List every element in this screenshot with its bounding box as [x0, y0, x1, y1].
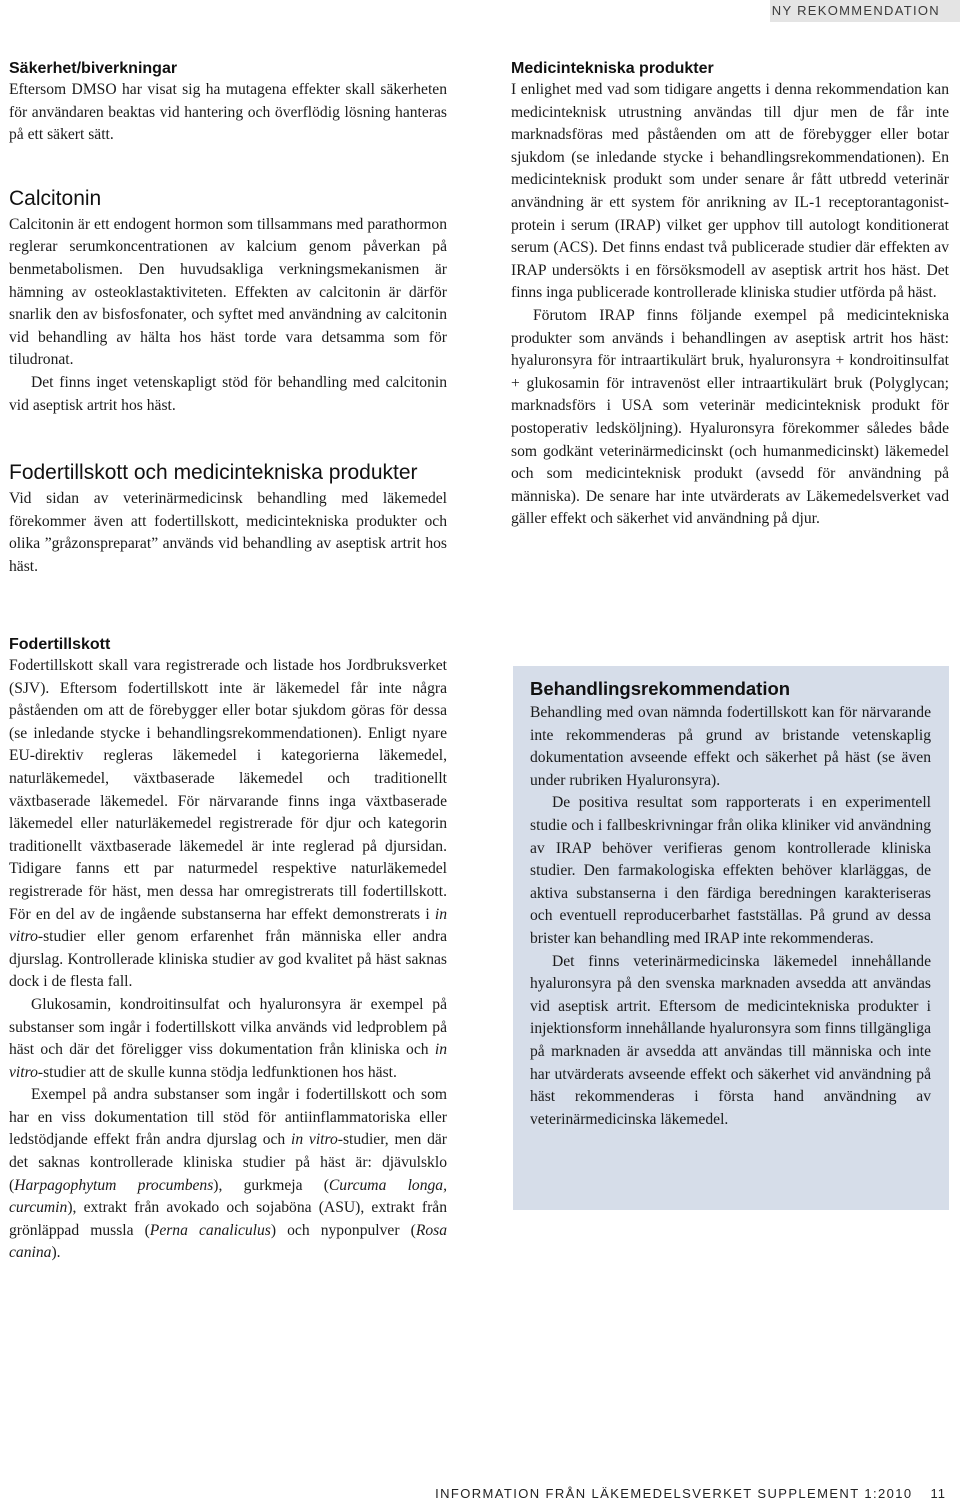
medtech-examples: Förutom IRAP finns följande exempel på medicintekniska produkter som används i behandlingen av aseptisk artrit hos häst: hyaluronsyra för intraartikulärt bruk, hyaluronsyra + kondroitinsulfat + glukosamin för intravenöst eller intraartikulärt bruk (Polyglycan; marknadsförs i USA som veterinär medicinteknisk produkt för postoperativ ledsköljning). Hyaluronsyra förekommer således både som godkänt veterinärmedicinskt (och humanmedicinskt) läkemedel och som medicinteknisk produkt (avsedd för användning på människa). De senare har inte utvärderats av Läkemedelsverket vad gäller effekt och säkerhet vid användning på djur. [511, 306, 949, 528]
section-tag: NY REKOMMENDATION [770, 0, 960, 22]
recommendation-p3: Det finns veterinärmedicinska läkemedel innehållande hyaluronsyra på den svenska marknaden avsedda att användas vid aseptisk artrit. Eftersom de medicintekniska produkter i injektionsform innehållande hyaluronsyra som finns tillgängliga på marknaden är avsedda att användas till människa och inte har utvärderats avseende effekt och säkerhet vid användning på häst rekommenderas i första hand användning av veterinärmedicinska läkemedel. [530, 952, 931, 1128]
feed-supplements-p3: Exempel på andra substanser som ingår i fodertillskott och som har en viss dokumentation till stöd för antiinflammatoriska eller ledstödjande effekt från andra djurslag och in vitro-studier, men där det saknas kontrollerade kliniska studier på häst är: djävulsklo (Harpagophytum procumbens), gurkmeja (Curcuma longa, curcumin), extrakt från avokado och sojaböna (ASU), extrakt från grönläppad mussla (Perna canaliculus) och nyponpulver (Rosa canina). [9, 1086, 448, 1262]
medtech-heading: Medicintekniska produkter [511, 60, 714, 77]
medtech-section [511, 60, 949, 531]
feed-supplements-heading: Fodertillskott [9, 636, 111, 653]
recommendation-p1: Behandling med ovan nämnda fodertillskott kan för närvarande inte rekommenderas på grund av bristande vetenskaplig dokumentation avseende effekt och säkerhet på häst (se även under rubriken Hyaluronsyra). [530, 704, 931, 789]
page-number: 11 [930, 1486, 946, 1501]
supplements-heading: Fodertillskott och medicintekniska produkter [9, 461, 418, 485]
supplements-section [9, 461, 447, 578]
recommendation-box [513, 666, 949, 1210]
calcitonin-text: Calcitonin är ett endogent hormon som tillsammans med parathormon reglerar serumkoncentrationen av kalcium genom påverkan på benmetabolismen. Den huvudsakliga verkningsmekanismen är hämning av osteoklastaktiviteten. Effekten av calcitonin är därför snarlik den av bisfosfonater, och syftet med användning av calcitonin vid behandling av hälta hos häst torde vara detsamma som för tiludronat. [9, 215, 447, 369]
calcitonin-heading: Calcitonin [9, 186, 102, 210]
left-column-top [9, 60, 447, 579]
safety-heading: Säkerhet/biverkningar [9, 60, 178, 77]
publication-title: INFORMATION FRÅN LÄKEMEDELSVERKET SUPPLEMENT 1:2010 [435, 1486, 913, 1501]
safety-section [9, 60, 447, 147]
page-footer [435, 1486, 946, 1501]
right-column-top [511, 60, 949, 531]
feed-supplements-p1: Fodertillskott skall vara registrerade och listade hos Jordbruksverket (SJV). Eftersom fodertillskott inte är läkemedel får inte några påståenden om att de förebygger eller botar sjukdom göras för dessa (se inledande stycke i behandlingsrekommendationen). Enligt nyare EU-direktiv regleras läkemedel i kategorierna läkemedel, naturläkemedel, växtbaserade läkemedel och traditionellt växtbaserade läkemedel. För närvarande finns inga växtbaserade läkemedel eller naturläkemedel registrerade för djur och kategorin traditionellt växtbaserade läkemedel är inte reglerad på djursidan. Tidigare fanns ett par naturmedel respektive naturläkemedel registrerade för häst, men dessa har omregistrerats till fodertillskott. För en del av de ingående substanserna har effekt demonstrerats i in vitro-studier eller genom erfarenhet från människa eller andra djurslag. Kontrollerade kliniska studier av god kvalitet på häst saknas dock i de flesta fall. [9, 657, 447, 991]
medtech-text: I enlighet med vad som tidigare angetts i denna rekommendation kan medicinteknisk utrustning användas till djur men de får inte marknadsföras med påståenden om att de förebygger eller botar sjukdom (se inledande stycke i behandlingsrekommendationen). En medicinteknisk produkt som under senare år fått utbredd veterinär användning är ett system för anrikning av IL-1 receptorantagonist-protein i serum (IRAP) vilket ger upphov till autologt konditionerat serum (ACS). Det finns endast två publicerade studier där effekten av IRAP undersökts i en försöksmodell av aseptisk artrit hos häst. Det finns inga publicerade kontrollerade kliniska studier utförda på häst. [511, 81, 949, 302]
feed-supplements-p2: Glukosamin, kondroitinsulfat och hyaluronsyra är exempel på substanser som ingår i fodertillskott vilka används vid ledproblem på häst och där det föreligger viss dokumentation från kliniska och in vitro-studier att de skulle kunna stödja ledfunktionen hos häst. [9, 995, 447, 1081]
calcitonin-conclusion: Det finns inget vetenskapligt stöd för behandling med calcitonin vid aseptisk artrit hos häst. [9, 373, 447, 414]
left-column-bottom [9, 636, 447, 1265]
supplements-text: Vid sidan av veterinärmedicinsk behandling med läkemedel förekommer även att fodertillskott, medicintekniska produkter och olika ”gråzonspreparat” används vid behandling av aseptisk artrit hos häst. [9, 490, 447, 575]
safety-text: Eftersom DMSO har visat sig ha mutagena effekter skall säkerheten för användaren beaktas vid hantering och överflödig lösning hanteras på ett säkert sätt. [9, 81, 447, 144]
calcitonin-section [9, 187, 447, 417]
recommendation-p2: De positiva resultat som rapporterats i en experimentell studie och i fallbeskrivningar från olika kliniker vid användning av IRAP behöver verifieras genom kontrollerade kliniska studier. Den farmakologiska effekten behöver klarläggas, de aktiva substanserna i den färdiga beredningen karakteriseras och eventuell reproducerbarhet fastställas. På grund av dessa brister kan behandling med IRAP inte rekommenderas. [530, 794, 931, 947]
recommendation-heading: Behandlingsrekommendation [530, 678, 791, 699]
